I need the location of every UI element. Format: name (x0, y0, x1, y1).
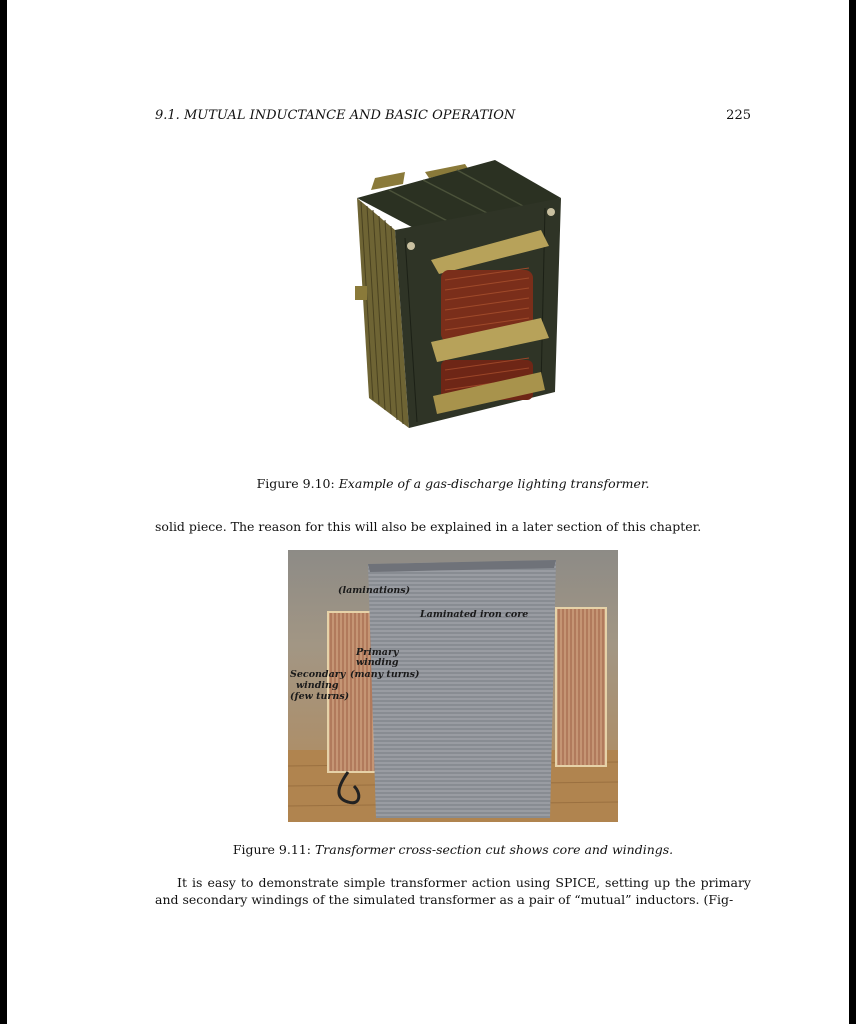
annotation-primary-3: (many turns) (350, 669, 420, 680)
annotation-laminations: (laminations) (338, 585, 411, 596)
annotation-primary-2: winding (356, 657, 399, 668)
section-title: 9.1. MUTUAL INDUCTANCE AND BASIC OPERATION (155, 108, 516, 123)
figure-label: Figure 9.10: (256, 476, 335, 491)
figure-9-11-caption (155, 842, 751, 857)
annotation-core: Laminated iron core (420, 609, 529, 620)
body-paragraph-spice: It is easy to demonstrate simple transformer action using SPICE, setting up the primary and secondary windings of the simulated transformer as a pair of “mutual” inductors. (Fig- (155, 875, 751, 907)
figure-label: Figure 9.11: (232, 842, 311, 857)
transformer-photo (345, 150, 571, 440)
annotation-secondary-2: winding (296, 680, 339, 691)
running-header (155, 108, 751, 123)
figure-caption-text: Example of a gas-discharge lighting transformer. (338, 476, 650, 491)
annotation-primary-1: Primary (356, 647, 399, 658)
annotation-secondary-3: (few turns) (290, 691, 350, 702)
figure-9-10-caption (155, 476, 751, 491)
figure-caption-text: Transformer cross-section cut shows core and windings. (314, 842, 674, 857)
body-paragraph: solid piece. The reason for this will also be explained in a later section of this chapter. (155, 519, 702, 534)
annotation-secondary-1: Secondary (290, 669, 346, 680)
cross-section-photo (288, 550, 618, 822)
book-page (7, 0, 849, 1024)
page-number: 225 (726, 108, 751, 123)
